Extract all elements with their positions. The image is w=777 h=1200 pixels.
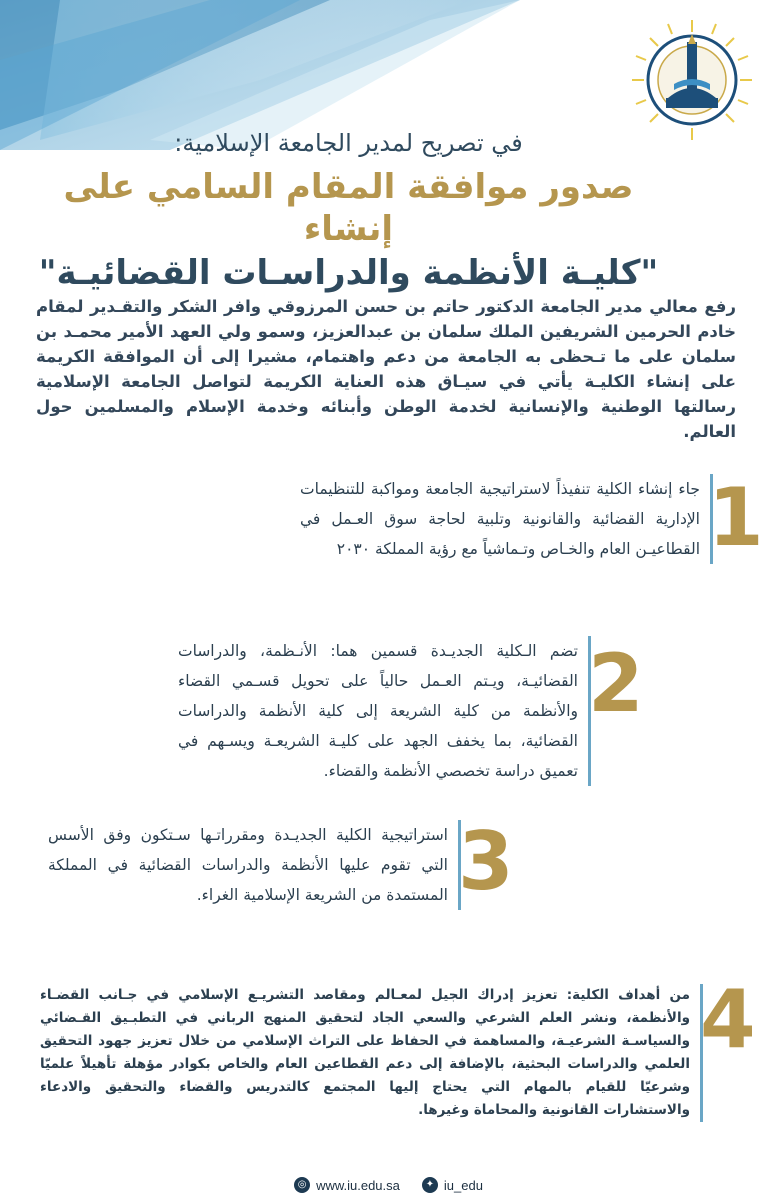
twitter-link[interactable] (422, 1177, 483, 1193)
point-text: استراتيجية الكلية الجديـدة ومقرراتـها سـتكون وفق الأسس التي تقوم عليها الأنظمة والدراسات القضائية في المملكة المستمدة من الشريعة الإسلامية الغراء. (48, 820, 461, 910)
university-emblem-icon (630, 18, 754, 142)
twitter-handle: iu_edu (443, 1177, 483, 1193)
point-number: 1 (708, 471, 764, 564)
intro-paragraph: رفع معالي مدير الجامعة الدكتور حاتم بن حسن المرزوقي وافر الشكر والتقـدير لمقام خادم الحرمين الشريفين الملك سلمان بن عبدالعزيز، وسمو ولي العهد الأمير محمـد بن سلمان على ما تـحظى به الجامعة من دعم واهتمام، مشيرا إلى أن الموافقة الكريمة على إنشاء الكليـة يأتي في سيـاق هذه العناية الكريمة لتواصل الجامعة الإسلامية رسالتها الوطنية والإنسانية لخدمة الوطن وأبنائه وخدمة الإسلام والمسلمين حول العالم. (36, 297, 736, 441)
headline: صدور موافقة المقام السامي على إنشاء (63, 167, 634, 249)
globe-icon: ◎ (294, 1177, 310, 1193)
point-number: 4 (700, 973, 756, 1066)
title-block (20, 126, 677, 294)
statement-subtitle: في تصريح لمدير الجامعة الإسلامية: (174, 129, 523, 157)
point-text: من أهداف الكلية: تعزيز إدراك الجيل لمعـالم ومقاصد التشريـع الإسلامي في جـانب القضـاء والأنظمة، ونشر العلم الشرعي والسعي الجاد لتحقيق المنهج الرباني في التطبـيق القـضائي والسياسـة الشرعيـة، والمساهمة في الحفاظ على التراث الإسلامي من خلال تعزيز جهود التحقيق العلمي والدراسات البحثية، بالإضافة إلى دعم القطاعين العام والخاص بكوادر مؤهلة تأهيلاً علميّا وشرعيّا للقيام بالمهام التي يحتاج إليها المجتمع كالتدريس والقضاء والتحقيق والادعاء والاستشارات القانونية والمحاماة وغيرها. (40, 984, 703, 1122)
website-url: www.iu.edu.sa (316, 1177, 400, 1193)
point-number: 3 (458, 815, 514, 908)
point-text: تضم الـكلية الجديـدة قسمين هما: الأنـظمة، والدراسات القضائيـة، ويـتم العـمل حالياً على تحويل قسـمي القضاء والأنظمة من كلية الشريعة إلى كلية الأنظمة والدراسات القضائية، بما يخفف الجهد على كليـة الشريعـة ويسـهم في تعميق دراسة تخصصي الأنظمة والقضاء. (178, 636, 591, 786)
point-text: جاء إنشاء الكلية تنفيذاً لاستراتيجية الجامعة ومواكبة للتنظيمات الإدارية القضائية والقانونية وتلبية لحاجة سوق العـمل في القطاعيـن العام والخـاص وتـماشياً مع رؤية المملكة ٢٠٣٠ (300, 474, 713, 564)
twitter-icon: ✦ (422, 1177, 438, 1193)
point-number: 2 (588, 637, 644, 730)
website-link[interactable] (294, 1177, 400, 1193)
college-name: "كليـة الأنظمة والدراسـات القضائيـة" (38, 253, 659, 293)
footer (0, 1170, 777, 1200)
